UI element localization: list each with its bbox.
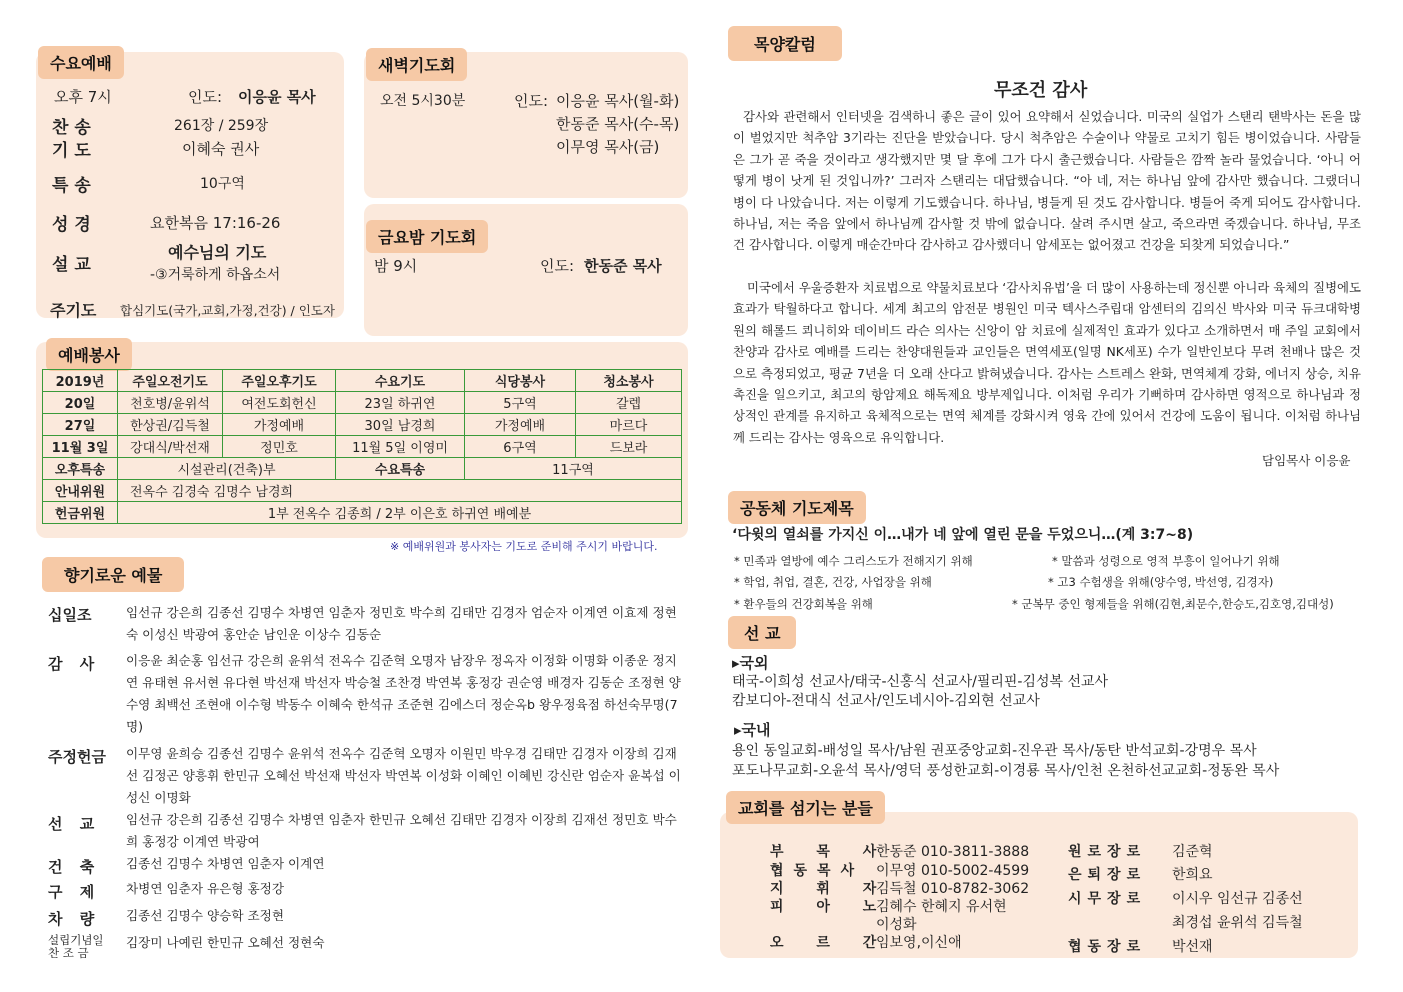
service-wed-special-value: 11구역 xyxy=(465,458,682,480)
dawn-tag: 새벽기도회 xyxy=(366,48,467,81)
service-cell: 11월 5일 이영미 xyxy=(336,436,465,458)
gift-label-relief: 구 제 xyxy=(48,883,101,901)
wed-sermon-sub: -③거룩하게 하옵소서 xyxy=(150,267,281,283)
prayer-item: * 민족과 열방에 예수 그리스도가 전해지기 위해 xyxy=(734,554,973,568)
staff-role: 원로장로 xyxy=(1068,844,1147,860)
staff-role: 지 휘 자 xyxy=(770,881,891,897)
service-cell: 한상권/김득철 xyxy=(118,414,223,436)
service-special-label: 오후특송 xyxy=(43,458,118,480)
gift-label-vehicle: 차 량 xyxy=(48,910,101,928)
service-cell: 가정예배 xyxy=(465,414,576,436)
column-tag: 목양칼럼 xyxy=(728,26,842,61)
gift-names-mission: 임선규 강은희 김종선 김명수 차병연 임춘자 한민규 오혜선 김태만 김경자 이장희 김재선 정민호 박수희 홍정강 이계연 박광여 xyxy=(126,812,677,849)
service-row xyxy=(43,436,682,458)
gift-label-building: 건 축 xyxy=(48,858,101,876)
mission-domestic-line: 용인 동일교회-배성일 목사/남원 권포중앙교회-진우관 목사/동탄 반석교회-강명우 목사 xyxy=(732,743,1257,759)
gift-label-weekly: 주정헌금 xyxy=(48,748,106,766)
wednesday-leader: 이응윤 목사 xyxy=(238,88,316,106)
service-cell: 30일 남경희 xyxy=(336,414,465,436)
service-cell: 갈렙 xyxy=(576,392,682,414)
wed-value-lords-prayer: 합심기도(국가,교회,가정,건강) / 인도자 xyxy=(120,303,335,318)
staff-value: 김준혁 xyxy=(1172,844,1213,860)
service-note: ※ 예배위원과 봉사자는 기도로 준비해 주시기 바랍니다. xyxy=(390,540,658,553)
wed-value-prayer: 이혜숙 권사 xyxy=(182,140,260,158)
mission-tag: 선 교 xyxy=(728,616,796,649)
staff-value: 김득철 010-8782-3062 xyxy=(876,881,1030,897)
service-special-row xyxy=(43,458,682,480)
column-paragraph-1: 감사와 관련해서 인터넷을 검색하니 좋은 글이 있어 요약해서 싣었습니다. 미국의 실업가 스탠리 탠박사는 돈을 많이 벌었지만 척추암 3기라는 진단을 받았습니다. 당시 척추암은 수술이나 약물로 고치기 힘든 병이었습니다. 사람들은 그가 곧 죽을 것이라고 생각했지만 몇 달 후에 그가 다시 출근했습니다. 사람들은 깜짝 놀라 물었습니다. ‘아니 어떻게 병이 낫게 된 것입니까?’ 그러자 스탠리는 대답했습니다. “아 네, 저는 하나님 앞에 감사만 했습니다. 그랬더니 병이 다 나았습니다. 저는 이렇게 기도했습니다. 하나님, 병들게 된 것도 감사합니다. 병들어 죽게 되어도 감사합니다. 하나님, 저는 죽음 앞에서 하나님께 감사할 것 밖에 없습니다. 살려 주시면 살고, 죽으라면 죽겠습니다. 하나님, 무조건 감사합니다. 이렇게 매순간마다 감사하고 감사했더니 암세포는 없어졌고 건강을 되찾게 되었습니다.” xyxy=(733,109,1361,253)
service-cell: 강대식/박선재 xyxy=(118,436,223,458)
staff-value: 김혜수 한혜지 유서현 xyxy=(876,899,1007,915)
friday-leader: 한동준 목사 xyxy=(584,257,662,275)
mission-foreign-line: 캄보디아-전대식 선교사/인도네시아-김외현 선교사 xyxy=(732,693,1040,709)
staff-role: 은퇴장로 xyxy=(1068,867,1147,883)
service-cell: 천호병/윤위석 xyxy=(118,392,223,414)
dawn-leader-1: 이응윤 목사(월-화) xyxy=(556,92,680,110)
service-header-sun-pm: 주일오후기도 xyxy=(223,370,336,392)
wed-label-special: 특 송 xyxy=(52,176,91,196)
service-cell: 6구역 xyxy=(465,436,576,458)
wed-label-lords-prayer: 주기도 xyxy=(50,301,97,320)
gift-names-vehicle: 김종선 김명수 양승학 조정현 xyxy=(126,908,284,923)
dawn-leader-3: 이무영 목사(금) xyxy=(556,138,660,156)
prayer-item: * 말씀과 성령으로 영적 부흥이 일어나기 위해 xyxy=(1052,554,1280,568)
dawn-leader-label: 인도: xyxy=(514,92,549,110)
service-cell: 27일 xyxy=(43,414,118,436)
service-cell: 마르다 xyxy=(576,414,682,436)
staff-value: 박선재 xyxy=(1172,939,1213,955)
staff-role: 오 르 간 xyxy=(770,935,891,951)
service-header-wed: 수요기도 xyxy=(336,370,465,392)
gift-names-building: 김종선 김명수 차병연 임춘자 이계연 xyxy=(126,856,325,871)
staff-value: 이시우 임선규 김종선 xyxy=(1172,891,1303,907)
prayer-item: * 고3 수험생을 위해(양수영, 박선영, 김경자) xyxy=(1048,575,1274,589)
mission-foreign-line: 태국-이희성 선교사/태국-신홍식 선교사/필리핀-김성복 선교사 xyxy=(732,674,1109,690)
staff-value: 한희요 xyxy=(1172,867,1213,883)
mission-foreign-label: ▸국외 xyxy=(732,654,769,672)
gift-label-mission: 선 교 xyxy=(48,815,101,833)
dawn-leader-2: 한동준 목사(수-목) xyxy=(556,115,680,133)
service-cell: 정민호 xyxy=(223,436,336,458)
staff-role: 부 목 사 xyxy=(770,844,891,860)
staff-value: 한동준 010-3811-3888 xyxy=(876,844,1030,860)
staff-value: 이무영 010-5002-4599 xyxy=(876,863,1030,879)
offerings-tag: 향기로운 예물 xyxy=(42,557,184,592)
service-tag: 예배봉사 xyxy=(46,338,132,371)
service-cell: 20일 xyxy=(43,392,118,414)
friday-time: 밤 9시 xyxy=(374,257,418,275)
mission-domestic-label: ▸국내 xyxy=(734,721,771,739)
mission-domestic-line: 포도나무교회-오윤석 목사/영덕 풍성한교회-이경룡 목사/인천 온천하선교교회-정동완 목사 xyxy=(732,763,1280,779)
staff-value: 최경섭 윤위석 김득철 xyxy=(1172,915,1303,931)
gift-label-thanks: 감 사 xyxy=(48,655,101,673)
service-usher-value: 전옥수 김경숙 김명수 남경희 xyxy=(118,480,682,502)
service-cell: 여전도회헌신 xyxy=(223,392,336,414)
service-usher-row xyxy=(43,480,682,502)
gift-names-weekly: 이무영 윤희승 김종선 김명수 윤위석 전옥수 김준혁 오명자 이원민 박우경 김태만 김경자 이장희 김재선 김정곤 양흥휘 한민규 오혜선 박선재 박선자 박연복 이성화 이혜인 이혜빈 강신란 엄순자 윤복섭 이성신 이명화 xyxy=(126,746,681,805)
service-wed-special-label: 수요특송 xyxy=(336,458,465,480)
prayer-verse: ‘다윗의 열쇠를 가지신 이…내가 네 앞에 열린 문을 두었으니…(계 3:7~8) xyxy=(732,527,1194,543)
wed-label-sermon: 설 교 xyxy=(52,255,91,275)
wed-label-prayer: 기 도 xyxy=(52,141,91,161)
gift-names-relief: 차병연 임춘자 유은형 홍정강 xyxy=(126,881,284,896)
service-row xyxy=(43,392,682,414)
gift-names-tithe: 임선규 강은희 김종선 김명수 차병연 임춘자 정민호 박수희 김태만 김경자 엄순자 이계연 이효제 정현숙 이성신 박광여 홍안순 남인운 이상수 김동순 xyxy=(126,605,677,642)
service-cell: 11월 3일 xyxy=(43,436,118,458)
service-usher-label: 안내위원 xyxy=(43,480,118,502)
service-table xyxy=(42,369,682,524)
service-header-cleaning: 청소봉사 xyxy=(576,370,682,392)
staff-role: 협동목사 xyxy=(770,863,865,879)
wednesday-leader-label: 인도: xyxy=(188,88,223,106)
service-special-value: 시설관리(건축)부 xyxy=(118,458,336,480)
wednesday-time: 오후 7시 xyxy=(54,88,112,106)
wed-label-scripture: 성 경 xyxy=(52,215,91,235)
wed-value-sermon: 예수님의 기도 xyxy=(168,243,267,262)
dawn-time: 오전 5시30분 xyxy=(380,93,466,109)
prayer-item: * 군복무 중인 형제들을 위해(김현,최문수,한승도,김호영,김대성) xyxy=(1012,597,1334,611)
prayer-tag: 공동체 기도제목 xyxy=(728,491,866,524)
service-cell: 드보라 xyxy=(576,436,682,458)
staff-value: 임보영,이신애 xyxy=(876,935,962,951)
wed-value-special: 10구역 xyxy=(200,176,245,192)
gift-label-tithe: 십일조 xyxy=(48,606,92,624)
gift-label-anniversary: 설립기념일 찬 조 금 xyxy=(48,933,104,960)
service-header-sun-am: 주일오전기도 xyxy=(118,370,223,392)
service-header-kitchen: 식당봉사 xyxy=(465,370,576,392)
staff-role: 협동장로 xyxy=(1068,939,1147,955)
service-header-row xyxy=(43,370,682,392)
friday-leader-label: 인도: xyxy=(540,257,575,275)
staff-tag: 교회를 섬기는 분들 xyxy=(726,791,885,824)
service-offering-value: 1부 전옥수 김종희 / 2부 이은호 하귀연 배예분 xyxy=(118,502,682,524)
column-signature: 담임목사 이응윤 xyxy=(1262,453,1351,468)
service-cell: 가정예배 xyxy=(223,414,336,436)
gift-names-thanks: 이응윤 최순홍 임선규 강은희 윤위석 전옥수 김준혁 오명자 남장우 정옥자 이정화 이명화 이종운 정지연 유태현 유서현 유다현 박선재 박선자 박승철 조찬경 박연복 홍정강 권순영 배경자 김동순 조정현 양수영 최백선 조현애 이수형 박동수 이혜숙 한석규 조준현 김에스더 정순옥b 왕우정육점 하선숙무명(7명) xyxy=(126,653,681,734)
service-offering-label: 헌금위원 xyxy=(43,502,118,524)
service-offering-row xyxy=(43,502,682,524)
wed-label-hymn: 찬 송 xyxy=(52,118,91,138)
column-paragraph-2: 미국에서 우울증환자 치료법으로 약물치료보다 ‘감사치유법’을 더 많이 사용하는데 정신뿐 아니라 육체의 질병에도 효과가 탁월하다고 합니다. 세계 최고의 암전문 병원인 미국 텍사스주립대 암센터의 김의신 박사와 미국 듀크대학병원의 해롤드 쾨니히와 데이비드 라슨 의사는 신앙이 암 치료에 실제적인 효과가 있다고 소개하면서 매 주일 교회에서 찬양과 감사로 예배를 드리는 찬양대원들과 교인들은 면역세포(일명 NK세포) 수가 일반인보다 무려 천배나 많은 것으로 측정되었고, 평균 7년을 더 오래 산다고 밝혀냈습니다. 감사는 스트레스 완화, 면역체계 강화, 에너지 상승, 치유 촉진을 일으키고, 최고의 항암제요 해독제요 방부제입니다. 이처럼 우리가 기뻐하며 감사하면 영적으로 하나님과 정상적인 관계를 유지하고 육체적으로는 면역 체계를 강화시켜 영육 간에 있어서 건강에 도움이 됩니다. 이처럼 하나님께 드리는 감사는 영육으로 유익합니다. xyxy=(733,280,1361,445)
wed-value-scripture: 요한복음 17:16-26 xyxy=(150,214,281,232)
staff-role: 피 아 노 xyxy=(770,899,891,915)
service-cell: 5구역 xyxy=(465,392,576,414)
gift-names-anniversary: 김장미 나예린 한민규 오혜선 정현숙 xyxy=(126,935,325,950)
wed-value-hymn: 261장 / 259장 xyxy=(174,118,269,134)
service-cell: 23일 하귀연 xyxy=(336,392,465,414)
column-title: 무조건 감사 xyxy=(994,80,1088,101)
wednesday-tag: 수요예배 xyxy=(38,46,124,79)
staff-role: 시무장로 xyxy=(1068,891,1147,907)
staff-value: 이성화 xyxy=(876,917,917,933)
service-row xyxy=(43,414,682,436)
prayer-item: * 학업, 취업, 결혼, 건강, 사업장을 위해 xyxy=(734,575,932,589)
service-header-year: 2019년 xyxy=(43,370,118,392)
prayer-item: * 환우들의 건강회복을 위해 xyxy=(734,597,873,611)
friday-tag: 금요밤 기도회 xyxy=(366,220,488,253)
